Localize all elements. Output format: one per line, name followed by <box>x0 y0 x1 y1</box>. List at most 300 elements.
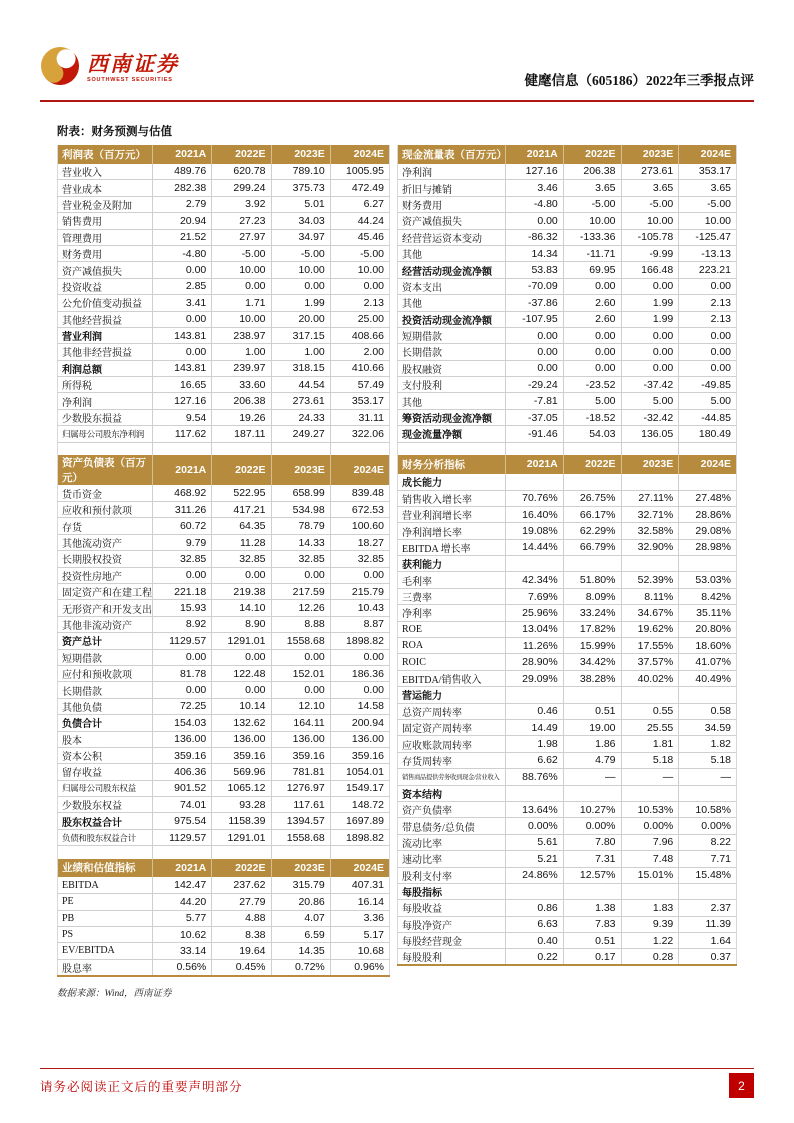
row-value: 7.48 <box>621 851 679 867</box>
row-value: 20.94 <box>153 213 212 229</box>
left-table-column <box>57 145 390 977</box>
row-label: 流动比率 <box>398 834 506 850</box>
row-label: 股东权益合计 <box>58 813 153 829</box>
row-value: -5.00 <box>679 196 737 212</box>
row-label: 每股股利 <box>398 949 506 966</box>
table-row <box>398 916 737 932</box>
row-label: 销售商品提供劳务收到现金/营业收入 <box>398 769 506 785</box>
row-value: 70.76% <box>506 490 564 506</box>
row-label: 长期股权投资 <box>58 551 153 567</box>
row-value <box>506 687 564 703</box>
row-value: 1.00 <box>212 344 271 360</box>
row-label: 公允价值变动损益 <box>58 295 153 311</box>
row-value: 0.00 <box>621 344 679 360</box>
financial-tables <box>57 145 737 977</box>
row-value: 0.00 <box>621 327 679 343</box>
row-value: 0.00 <box>271 278 330 294</box>
row-value: 1.71 <box>212 295 271 311</box>
row-value: 25.55 <box>621 720 679 736</box>
table-row <box>58 829 390 845</box>
row-value: 18.60% <box>679 638 737 654</box>
row-value: 1291.01 <box>212 633 271 649</box>
table-row <box>58 295 390 311</box>
row-value: 10.00 <box>271 262 330 278</box>
row-value <box>679 474 737 490</box>
row-value: 5.17 <box>330 926 389 942</box>
table-row <box>398 262 737 278</box>
row-label: 销售费用 <box>58 213 153 229</box>
row-value: 74.01 <box>153 797 212 813</box>
spacer-cell <box>212 442 271 455</box>
row-label: EV/EBITDA <box>58 943 153 959</box>
row-value: 5.21 <box>506 851 564 867</box>
row-label: 其他 <box>398 295 506 311</box>
table-header-row <box>58 455 390 485</box>
row-value: 8.87 <box>330 616 389 632</box>
table-header-row <box>398 455 737 474</box>
table-row <box>58 409 390 425</box>
row-value: 359.16 <box>330 747 389 763</box>
row-value: — <box>621 769 679 785</box>
spacer-cell <box>58 442 153 455</box>
table-row <box>398 588 737 604</box>
row-value: 24.86% <box>506 867 564 883</box>
row-value: 10.58% <box>679 801 737 817</box>
row-value: 4.88 <box>212 910 271 926</box>
row-value: 33.14 <box>153 943 212 959</box>
row-value: 100.60 <box>330 518 389 534</box>
page-number-badge: 2 <box>729 1073 754 1098</box>
row-value: 25.96% <box>506 605 564 621</box>
row-value: 53.83 <box>506 262 564 278</box>
table-row <box>58 262 390 278</box>
row-value: 18.27 <box>330 534 389 550</box>
row-value: -18.52 <box>563 409 621 425</box>
row-label: 短期借款 <box>398 327 506 343</box>
table-row <box>58 518 390 534</box>
table-row <box>398 506 737 522</box>
row-value: 2.79 <box>153 196 212 212</box>
section-row <box>398 474 737 490</box>
table-row <box>58 600 390 616</box>
table-row <box>398 670 737 686</box>
row-value: 5.00 <box>621 393 679 409</box>
row-label: 投资活动现金流净额 <box>398 311 506 327</box>
table-row <box>58 485 390 501</box>
row-value: 31.11 <box>330 409 389 425</box>
row-value: 408.66 <box>330 327 389 343</box>
row-value: 0.00 <box>212 567 271 583</box>
row-value: 3.65 <box>679 180 737 196</box>
row-value: 136.00 <box>212 731 271 747</box>
row-value: 32.71% <box>621 506 679 522</box>
row-value: 17.55% <box>621 638 679 654</box>
row-value: -32.42 <box>621 409 679 425</box>
row-value: 221.18 <box>153 583 212 599</box>
row-label: 折旧与摊销 <box>398 180 506 196</box>
row-value: 1158.39 <box>212 813 271 829</box>
row-value: 15.01% <box>621 867 679 883</box>
row-value: 901.52 <box>153 780 212 796</box>
row-value: 410.66 <box>330 360 389 376</box>
row-value: -105.78 <box>621 229 679 245</box>
row-value: 53.03% <box>679 572 737 588</box>
table-row <box>398 933 737 949</box>
row-label: EBITDA <box>62 879 99 891</box>
row-value: 136.00 <box>330 731 389 747</box>
row-value: 10.00 <box>212 311 271 327</box>
row-value: 4.07 <box>271 910 330 926</box>
row-value: 78.79 <box>271 518 330 534</box>
row-label: 营业利润 <box>58 327 153 343</box>
row-value: 37.57% <box>621 654 679 670</box>
row-value: 219.38 <box>212 583 271 599</box>
row-value: 9.39 <box>621 916 679 932</box>
row-value: 29.08% <box>679 523 737 539</box>
row-label: 股利支付率 <box>398 867 506 883</box>
row-value: 839.48 <box>330 485 389 501</box>
column-header: 2022E <box>212 859 271 878</box>
row-value: 0.00 <box>563 344 621 360</box>
row-value: 8.88 <box>271 616 330 632</box>
spacer-cell <box>271 846 330 859</box>
row-label: 留存收益 <box>58 764 153 780</box>
row-label: ROIC <box>398 654 506 670</box>
column-header: 2022E <box>212 455 271 485</box>
row-value: 318.15 <box>271 360 330 376</box>
row-label: 经营营运资本变动 <box>398 229 506 245</box>
row-value: 311.26 <box>153 502 212 518</box>
row-value <box>679 556 737 572</box>
table-row <box>58 180 390 196</box>
row-value: 66.79% <box>563 539 621 555</box>
row-value: 60.72 <box>153 518 212 534</box>
table-row <box>398 834 737 850</box>
spacer-row <box>58 846 390 859</box>
row-label: 净利率 <box>398 605 506 621</box>
row-value: 42.34% <box>506 572 564 588</box>
row-value: 1.82 <box>679 736 737 752</box>
row-value: 16.14 <box>330 894 389 910</box>
table-row <box>398 409 737 425</box>
row-value: 27.23 <box>212 213 271 229</box>
row-value: 0.00 <box>621 278 679 294</box>
table-row <box>58 196 390 212</box>
row-label: 支付股利 <box>398 377 506 393</box>
row-value: 0.00 <box>563 327 621 343</box>
table-row <box>398 654 737 670</box>
row-value: 0.00% <box>506 818 564 834</box>
row-value: 21.52 <box>153 229 212 245</box>
column-header: 2021A <box>506 145 564 164</box>
row-value: 117.62 <box>153 426 212 442</box>
row-value: 10.00 <box>679 213 737 229</box>
row-label: 长期借款 <box>398 344 506 360</box>
row-value: 64.35 <box>212 518 271 534</box>
row-label: 营业税金及附加 <box>58 196 153 212</box>
table-row <box>398 523 737 539</box>
row-label: 负债和股东权益合计 <box>58 829 153 845</box>
row-value <box>621 556 679 572</box>
row-value: — <box>563 769 621 785</box>
row-label: 其他流动资产 <box>58 534 153 550</box>
table-row <box>398 638 737 654</box>
row-label: 营运能力 <box>398 687 506 703</box>
row-label: 筹资活动现金流净额 <box>398 409 506 425</box>
row-value: 249.27 <box>271 426 330 442</box>
row-value: 353.17 <box>330 393 389 409</box>
row-value: 237.62 <box>212 877 271 893</box>
data-source-note: 数据来源：Wind，西南证券 <box>57 988 172 999</box>
table-row <box>58 747 390 763</box>
column-header: 2022E <box>212 145 271 164</box>
table-row <box>398 703 737 719</box>
row-value: 34.67% <box>621 605 679 621</box>
column-header: 2022E <box>563 145 621 164</box>
row-value: 27.79 <box>212 894 271 910</box>
row-value: 1276.97 <box>271 780 330 796</box>
table-row <box>398 851 737 867</box>
table-row <box>58 213 390 229</box>
row-value: 122.48 <box>212 665 271 681</box>
column-header: 2023E <box>271 145 330 164</box>
table-row <box>398 769 737 785</box>
row-value: 19.64 <box>212 943 271 959</box>
row-value: 12.10 <box>271 698 330 714</box>
row-value: -5.00 <box>271 245 330 261</box>
row-value: 0.46 <box>506 703 564 719</box>
row-label: 每股净资产 <box>398 916 506 932</box>
row-value <box>506 785 564 801</box>
row-value: 5.00 <box>563 393 621 409</box>
row-value: -86.32 <box>506 229 564 245</box>
spacer-cell <box>563 442 621 455</box>
table-row <box>58 959 390 976</box>
row-value: 1.98 <box>506 736 564 752</box>
row-value: 54.03 <box>563 426 621 442</box>
row-value: — <box>679 769 737 785</box>
column-header: 2024E <box>330 455 389 485</box>
row-value: 0.45% <box>212 959 271 976</box>
row-value: -91.46 <box>506 426 564 442</box>
row-value: 239.97 <box>212 360 271 376</box>
table-row <box>398 180 737 196</box>
row-value: 38.28% <box>563 670 621 686</box>
row-value: 2.13 <box>679 311 737 327</box>
row-value: 27.97 <box>212 229 271 245</box>
row-value: 72.25 <box>153 698 212 714</box>
column-header: 2024E <box>330 145 389 164</box>
row-value: 1898.82 <box>330 829 389 845</box>
row-value: 317.15 <box>271 327 330 343</box>
row-value: 1.81 <box>621 736 679 752</box>
logo-chinese-name: 西南证券 <box>87 51 179 76</box>
row-value: 620.78 <box>212 164 271 180</box>
row-label: 投资性房地产 <box>58 567 153 583</box>
row-value: 127.16 <box>506 164 564 180</box>
row-value: 69.95 <box>563 262 621 278</box>
row-value: 25.00 <box>330 311 389 327</box>
row-value: 0.00 <box>330 567 389 583</box>
row-value: 5.00 <box>679 393 737 409</box>
row-value: 0.00 <box>563 360 621 376</box>
row-value: 0.40 <box>506 933 564 949</box>
row-value <box>563 883 621 899</box>
row-value: 127.16 <box>153 393 212 409</box>
row-value: 0.00% <box>563 818 621 834</box>
row-value: 5.18 <box>679 752 737 768</box>
row-value: -5.00 <box>621 196 679 212</box>
row-label: 毛利率 <box>398 572 506 588</box>
row-value: 7.31 <box>563 851 621 867</box>
row-value: 0.00 <box>153 262 212 278</box>
table-row <box>398 295 737 311</box>
row-label: 股本 <box>58 731 153 747</box>
table-row <box>58 567 390 583</box>
row-value: 27.11% <box>621 490 679 506</box>
row-value: 975.54 <box>153 813 212 829</box>
spacer-row <box>58 442 390 455</box>
row-value: 1.22 <box>621 933 679 949</box>
row-value: 10.62 <box>153 926 212 942</box>
row-value: 0.00 <box>330 278 389 294</box>
row-value: 9.54 <box>153 409 212 425</box>
row-value: 0.28 <box>621 949 679 966</box>
row-label: 无形资产和开发支出 <box>58 600 153 616</box>
valuation-metrics-table <box>57 859 390 977</box>
row-value: 7.69% <box>506 588 564 604</box>
row-value: 28.86% <box>679 506 737 522</box>
row-value: 44.20 <box>153 894 212 910</box>
table-row <box>398 949 737 966</box>
row-value: 489.76 <box>153 164 212 180</box>
row-value <box>563 556 621 572</box>
row-value: 20.80% <box>679 621 737 637</box>
row-value: 0.00 <box>153 682 212 698</box>
row-value: 14.44% <box>506 539 564 555</box>
row-value: 14.10 <box>212 600 271 616</box>
row-value: 19.00 <box>563 720 621 736</box>
row-label: 营业收入 <box>62 167 102 179</box>
row-value: 11.39 <box>679 916 737 932</box>
table-row <box>58 813 390 829</box>
row-label: 财务费用 <box>58 245 153 261</box>
row-value: 4.79 <box>563 752 621 768</box>
row-value: 0.56% <box>153 959 212 976</box>
row-value: 14.33 <box>271 534 330 550</box>
row-label: 每股收益 <box>398 900 506 916</box>
row-value: 24.33 <box>271 409 330 425</box>
row-value: 14.58 <box>330 698 389 714</box>
row-value: 136.05 <box>621 426 679 442</box>
row-value: 32.85 <box>212 551 271 567</box>
row-value: 20.00 <box>271 311 330 327</box>
row-label: 负债合计 <box>58 715 153 731</box>
row-value: 1129.57 <box>153 633 212 649</box>
row-label: 其他非经营损益 <box>58 344 153 360</box>
table-header-row <box>58 145 390 164</box>
page-header <box>40 0 754 91</box>
row-value: -49.85 <box>679 377 737 393</box>
row-value: 6.59 <box>271 926 330 942</box>
row-value: 1291.01 <box>212 829 271 845</box>
table-row <box>58 534 390 550</box>
row-value: 2.13 <box>330 295 389 311</box>
table-row <box>398 327 737 343</box>
row-label: 资本结构 <box>398 785 506 801</box>
row-label: 净利润 <box>58 393 153 409</box>
spacer-cell <box>679 442 737 455</box>
row-label: 其他负债 <box>58 698 153 714</box>
row-value: 148.72 <box>330 797 389 813</box>
row-value: 14.49 <box>506 720 564 736</box>
row-value: -37.05 <box>506 409 564 425</box>
row-value: 0.00% <box>679 818 737 834</box>
table-row <box>398 229 737 245</box>
row-label: 归属母公司股东权益 <box>58 780 153 796</box>
row-value: 57.49 <box>330 377 389 393</box>
row-value: -13.13 <box>679 245 737 261</box>
row-value: 45.46 <box>330 229 389 245</box>
row-value: 164.11 <box>271 715 330 731</box>
row-value: 8.90 <box>212 616 271 632</box>
row-value: 10.43 <box>330 600 389 616</box>
row-value: 5.18 <box>621 752 679 768</box>
row-value: 359.16 <box>153 747 212 763</box>
row-value: 1.83 <box>621 900 679 916</box>
row-label: 资产总计 <box>58 633 153 649</box>
row-label: 固定资产和在建工程 <box>58 583 153 599</box>
row-value: 2.85 <box>153 278 212 294</box>
row-label: 少数股东权益 <box>58 797 153 813</box>
row-value: 406.36 <box>153 764 212 780</box>
row-value: 1558.68 <box>271 633 330 649</box>
row-value: 15.99% <box>563 638 621 654</box>
table-row <box>58 665 390 681</box>
row-value: 2.00 <box>330 344 389 360</box>
table-row <box>398 196 737 212</box>
column-header: 2021A <box>506 455 564 474</box>
row-value: 0.00 <box>679 327 737 343</box>
spacer-cell <box>330 846 389 859</box>
table-row <box>398 801 737 817</box>
header-rule <box>40 100 754 102</box>
table-row <box>398 278 737 294</box>
row-value: 19.26 <box>212 409 271 425</box>
table-row <box>58 551 390 567</box>
table-title: 业绩和估值指标 <box>58 859 153 878</box>
column-header: 2024E <box>679 455 737 474</box>
row-value: 468.92 <box>153 485 212 501</box>
row-label: 每股经营现金 <box>398 933 506 949</box>
row-value <box>679 883 737 899</box>
row-value: 93.28 <box>212 797 271 813</box>
row-value: 26.75% <box>563 490 621 506</box>
row-label: 短期借款 <box>58 649 153 665</box>
row-label: 获利能力 <box>398 556 506 572</box>
row-label: 应收账款周转率 <box>398 736 506 752</box>
row-value: 2.13 <box>679 295 737 311</box>
row-value: 5.77 <box>153 910 212 926</box>
table-row <box>58 502 390 518</box>
balance-sheet-table <box>57 455 390 859</box>
row-label: 销售收入增长率 <box>398 490 506 506</box>
row-value: -23.52 <box>563 377 621 393</box>
row-value: 32.90% <box>621 539 679 555</box>
row-value: -29.24 <box>506 377 564 393</box>
table-row <box>398 621 737 637</box>
row-value: 522.95 <box>212 485 271 501</box>
